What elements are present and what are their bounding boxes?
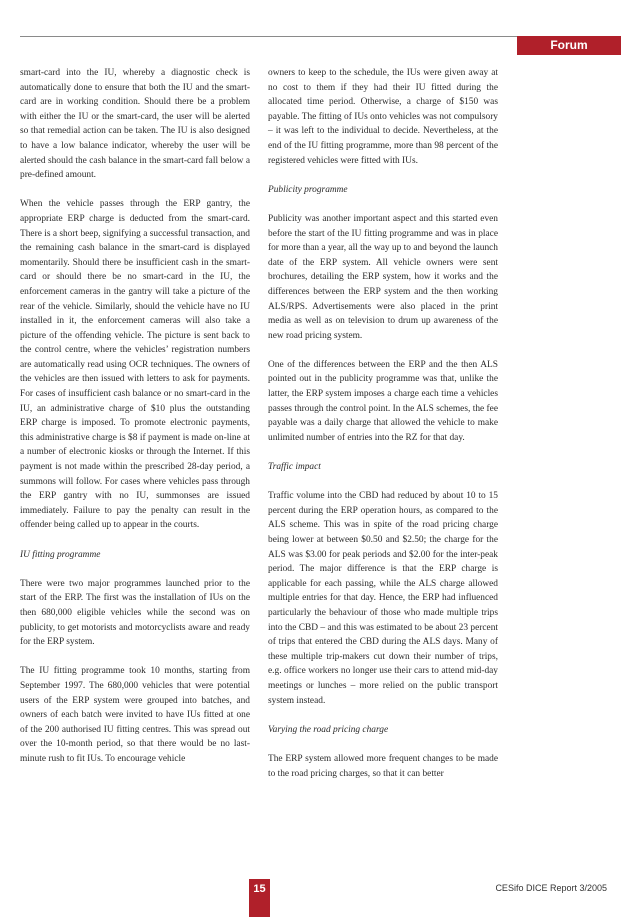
paragraph: owners to keep to the schedule, the IUs were given away at no cost to them if they had their IU fitted during the allocated time period. Otherwise, a charge of $150 was payable. The fitting of IUs onto vehicles was not compulsory – it was left to the individual to decide. Nevertheless, at the end of the IU fitting programme, more than 98 percent of the registered vehicles were fitted with IUs. <box>268 68 498 166</box>
right-column <box>268 66 498 796</box>
paragraph: One of the differences between the ERP and the then ALS pointed out in the publicity programme was that, unlike the latter, the ERP system imposes a charge each time a vehicles passes through the control point. In the ALS schemes, the fee payable was a daily charge that allowed the vehicle to make unlimited number of entries into the RZ for that day. <box>268 359 498 443</box>
section-heading: Traffic impact <box>268 462 321 473</box>
section-heading: Publicity programme <box>268 184 348 195</box>
paragraph: Publicity was another important aspect and this started even before the start of the IU fitting programme and was in place for more than a year, all the way up to and beyond the launch date of the ERP system. All vehicle owners were sent brochures, detailing the ERP system, how it works and the differences between the ERP system and the then working ALS/RPS. Advertisements were also placed in the print media as well as on television to drum up awareness of the new road pricing system. <box>268 213 498 341</box>
journal-footer: CESifo DICE Report 3/2005 <box>495 883 607 893</box>
section-heading: Varying the road pricing charge <box>268 724 389 735</box>
paragraph: The IU fitting programme took 10 months, starting from September 1997. The 680,000 vehicles that were potential users of the ERP system were grouped into batches, and owners of each batch were invited to have IUs fitted at one of the 200 authorised IU fitting centres. This was spread out over the 10-month period, so that there would be no last-minute rush to fit IUs. To encourage vehicle <box>20 666 250 764</box>
paragraph: The ERP system allowed more frequent changes to be made to the road pricing charges, so that it can better <box>268 753 498 779</box>
paragraph: Traffic volume into the CBD had reduced by about 10 to 15 percent during the ERP operation hours, as compared to the ALS scheme. This was in spite of the road pricing charge being lower at between $0.50 and $2.50; the charge for the ALS was $3.00 for peak periods and $2.00 for the inter-peak period. The major difference is that the ERP charge is applicable for each passing, while the ALS charge allowed multiple entries for that day. Hence, the ERP had influenced particularly the behaviour of those who made multiple trips into the CBD – and this was estimated to be about 23 percent of trips that entered the CBD during the ALS days. Many of these multiple trip-makers cut down their number of trips, e.g. office workers no longer use their cars to attend mid-day meetings or lunches – more relied on the public transport system instead. <box>268 491 498 706</box>
section-heading: IU fitting programme <box>20 549 101 560</box>
left-column <box>20 66 250 781</box>
paragraph: There were two major programmes launched prior to the start of the ERP. The first was the installation of IUs on the then 680,000 eligible vehicles while the second was on publicity, to get motorists and motorcyclists aware and ready for the ERP system. <box>20 578 250 648</box>
page-number: 15 <box>249 879 270 917</box>
paragraph: smart-card into the IU, whereby a diagnostic check is automatically done to ensure that both the IU and the smart-card are in working condition. Should there be a problem with either the IU or the smart-card, the user will be alerted so that remedial action can be taken. The IU is also designed to have a low balance indicator, whereby the user will be alerted should the cash balance in the smart-card fall below a pre-defined amount. <box>20 68 250 181</box>
paragraph: When the vehicle passes through the ERP gantry, the appropriate ERP charge is deducted from the smart-card. There is a short beep, signifying a successful transaction, and the remaining cash balance in the smart-card is displayed momentarily. Should there be insufficient cash in the smart-card or should there be no smart-card in the IU, the enforcement cameras in the gantry will take a picture of the rear of the vehicle. Similarly, should the vehicle have no IU installed in it, the enforcement cameras will also take a picture of the offending vehicle. The picture is sent back to the control centre, where the vehicles’ registration numbers are automatically read using OCR techniques. The owners of the vehicles are then issued with letters to ask for payments. For cases of insufficient cash balance or no smart-card in the IU, an administrative charge of $10 plus the outstanding ERP charge is imposed. To promote electronic payments, this administrative charge is $8 if payment is made on-line at a number of electronic kiosks or through the Internet. If this payment is not made within the prescribed 28-day period, a summons will follow. For cases where vehicles pass through the ERP gantry with no IU, summonses are issued immediately. Failure to pay the penalty can result in the offender being called up to appear in the courts. <box>20 199 250 531</box>
section-tab: Forum <box>517 36 621 55</box>
